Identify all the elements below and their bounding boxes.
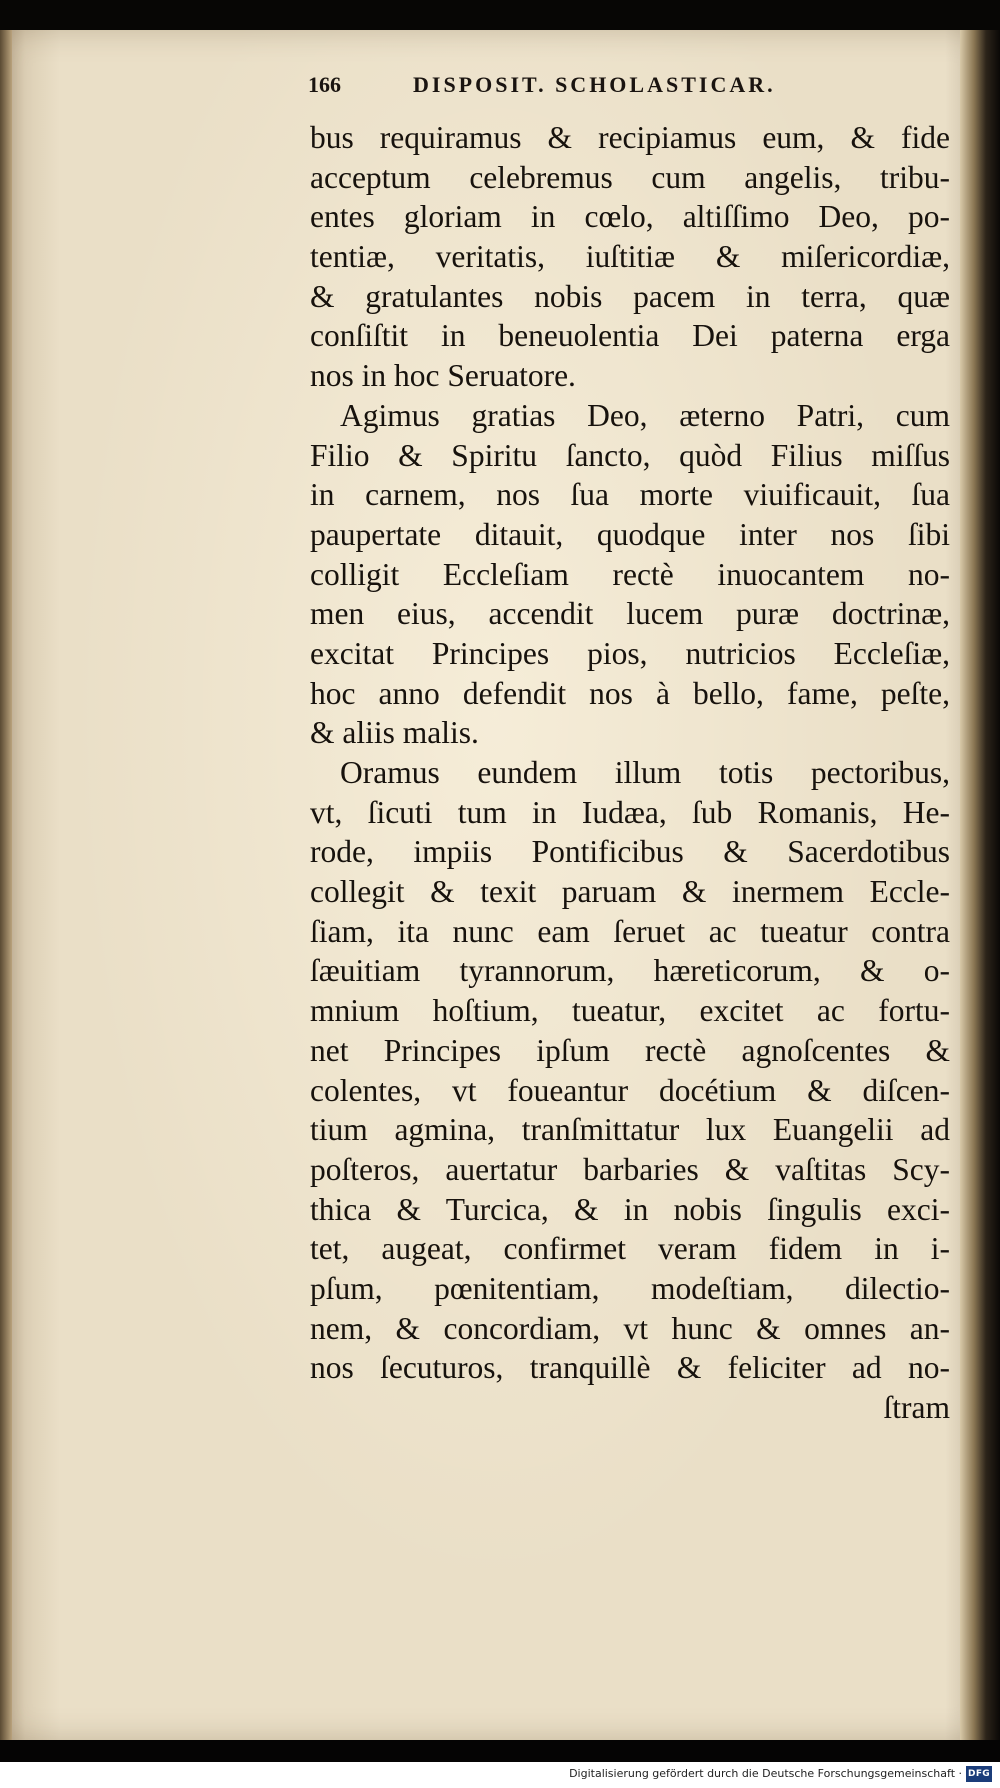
text-line: bus requiramus & recipiamus eum, & fide [310,120,950,155]
digitization-footer [0,1762,1000,1788]
text-line: tentiæ, veritatis, iuſtitiæ & miſericordiæ, [310,239,950,275]
text-line: entes gloriam in cœlo, altiſſimo Deo, po- [310,199,950,235]
text-line: ſiam, ita nunc eam ſeruet ac tueatur contra [310,913,950,949]
text-line: poſteros, auertatur barbaries & vaſtitas Scy- [310,1151,950,1187]
running-title: DISPOSIT. SCHOLASTICAR. [413,72,776,97]
text-line: net Principes ipſum rectè agnoſcentes & [310,1032,950,1068]
text-line: hoc anno defendit nos à bello, fame, peſte, [310,675,950,711]
text-line: rode, impiis Pontificibus & Sacerdotibus [310,834,950,870]
text-line: conſiſtit in beneuolentia Dei paterna erga [310,318,950,354]
text-line: nos ſecuturos, tranquillè & feliciter ad no- [310,1350,950,1386]
text-line: nem, & concordiam, vt hunc & omnes an- [310,1310,950,1346]
text-line: in carnem, nos ſua morte viuificauit, ſua [310,477,950,513]
scan-bottom-band [0,1740,1000,1762]
text-line: men eius, accendit lucem puræ doctrinæ, [310,596,950,632]
text-line: tium agmina, tranſmittatur lux Euangelii ad [310,1112,950,1148]
text-line: nos in hoc Seruatore. [310,358,576,394]
text-line: Filio & Spiritu ſancto, quòd Filius miſſus [310,437,950,473]
catchword: ſtram [883,1390,950,1425]
page-number: 166 [308,72,341,97]
text-line: colentes, vt foueantur docétium & diſcen- [310,1072,950,1108]
text-line: excitat Principes pios, nutricios Eccleſiæ, [310,635,950,671]
text-line: pſum, pœnitentiam, modeſtiam, dilectio- [310,1270,950,1306]
text-line: colligit Eccleſiam rectè inuocantem no- [310,556,950,592]
text-line: mnium hoſtium, tueatur, excitet ac fortu- [310,993,950,1029]
text-line: tet, augeat, confirmet veram fidem in i- [310,1231,950,1267]
text-line: acceptum celebremus cum angelis, tribu- [310,159,950,195]
body-text [310,118,950,1428]
text-line: ſæuitiam tyrannorum, hæreticorum, & o- [310,953,950,989]
text-line: collegit & texit paruam & inermem Eccle- [310,874,950,910]
text-line: & aliis malis. [310,715,479,751]
text-line: thica & Turcica, & in nobis ſingulis exci- [310,1191,950,1227]
paragraph-start-line: Oramus eundem illum totis pectoribus, [340,755,950,790]
running-head [308,72,948,98]
text-line: vt, ſicuti tum in Iudæa, ſub Romanis, He- [310,794,950,830]
text-line: & gratulantes nobis pacem in terra, quæ [310,278,950,314]
text-line: paupertate ditauit, quodque inter nos ſibi [310,516,950,552]
dfg-logo: DFG [966,1766,992,1782]
paragraph-start-line: Agimus gratias Deo, æterno Patri, cum [340,397,950,433]
footer-credit: Digitalisierung gefördert durch die Deutsche Forschungsgemeinschaft · [569,1767,962,1780]
page-gutter-shadow [960,30,1000,1740]
page-left-edge [0,30,12,1740]
